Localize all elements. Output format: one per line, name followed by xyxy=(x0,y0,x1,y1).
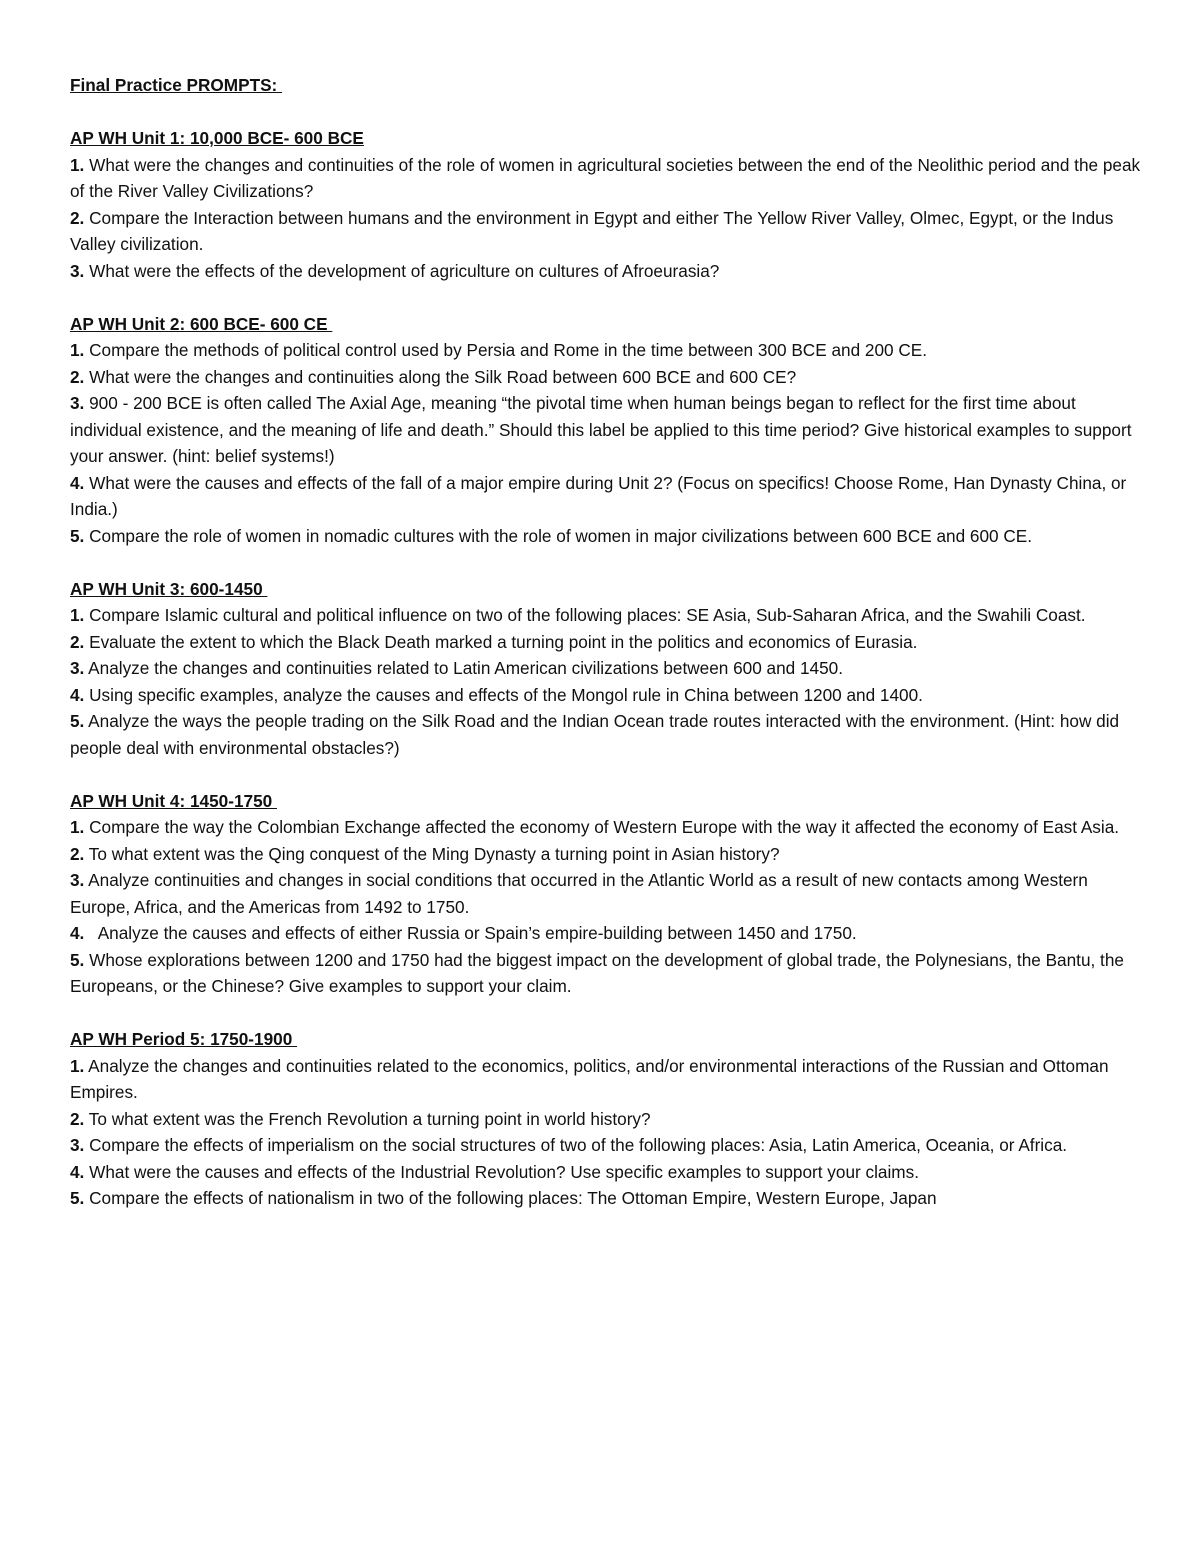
prompt-item xyxy=(70,523,1150,550)
prompt-text: What were the effects of the development of agriculture on cultures of Afroeurasia? xyxy=(84,260,720,281)
prompt-text: Analyze the changes and continuities related to the economics, politics, and/or environmental interactions of the Russian and Ottoman Empires. xyxy=(70,1055,1109,1102)
prompt-item xyxy=(70,1185,1150,1212)
document-title: Final Practice PROMPTS: xyxy=(70,75,283,95)
prompt-item xyxy=(70,841,1150,868)
prompt-text: To what extent was the Qing conquest of the Ming Dynasty a turning point in Asian history? xyxy=(84,843,780,864)
prompt-number: 1. xyxy=(70,605,85,625)
prompt-item xyxy=(70,1132,1150,1159)
prompt-number: 2. xyxy=(70,366,85,387)
prompt-number: 2. xyxy=(70,631,85,652)
section-unit-3 xyxy=(70,576,1150,762)
prompt-item xyxy=(70,867,1150,920)
section-unit-4 xyxy=(70,788,1150,1000)
prompt-number: 2. xyxy=(70,207,85,228)
document-page xyxy=(70,72,1150,1238)
prompt-text: What were the causes and effects of the Industrial Revolution? Use specific examples to support your claims. xyxy=(84,1161,919,1182)
prompt-text: Compare the role of women in nomadic cultures with the role of women in major civilizations between 600 BCE and 600 CE. xyxy=(84,525,1033,546)
prompt-item xyxy=(70,920,1150,947)
section-heading: AP WH Unit 3: 600-1450 xyxy=(70,578,268,599)
prompt-item xyxy=(70,629,1150,656)
prompt-text: Analyze the causes and effects of either Russia or Spain’s empire-building between 1450 and 1750. xyxy=(84,923,857,943)
prompt-item xyxy=(70,814,1150,841)
prompt-text: Using specific examples, analyze the causes and effects of the Mongol rule in China between 1200 and 1400. xyxy=(84,684,923,705)
prompt-text: What were the changes and continuities of the role of women in agricultural societies between the end of the Neolithic period and the peak of the River Valley Civilizations? xyxy=(70,154,1141,201)
prompt-text: Compare the effects of nationalism in two of the following places: The Ottoman Empire, Western Europe, Japan xyxy=(84,1188,937,1208)
prompt-number: 3. xyxy=(70,393,85,413)
prompt-number: 5. xyxy=(70,949,85,970)
prompt-number: 1. xyxy=(70,154,85,175)
prompt-text: Compare Islamic cultural and political influence on two of the following places: SE Asia, Sub-Saharan Africa, and the Swahili Coast. xyxy=(84,605,1086,625)
prompt-item xyxy=(70,152,1150,205)
prompt-item xyxy=(70,364,1150,391)
section-heading: AP WH Unit 4: 1450-1750 xyxy=(70,790,277,811)
prompt-number: 5. xyxy=(70,525,85,546)
prompt-text: Analyze the ways the people trading on the Silk Road and the Indian Ocean trade routes interacted with the environment. (Hint: how did people deal with environmental obstacles?) xyxy=(70,711,1120,758)
prompt-text: Evaluate the extent to which the Black Death marked a turning point in the politics and economics of Eurasia. xyxy=(84,631,918,652)
prompt-number: 1. xyxy=(70,340,85,360)
section-heading: AP WH Unit 1: 10,000 BCE- 600 BCE xyxy=(70,128,364,148)
prompt-number: 4. xyxy=(70,923,85,943)
prompt-item xyxy=(70,1159,1150,1186)
prompt-number: 1. xyxy=(70,817,85,837)
prompt-text: Analyze continuities and changes in social conditions that occurred in the Atlantic World as a result of new contacts among Western Europe, Africa, and the Americas from 1492 to 1750. xyxy=(70,870,1088,917)
section-period-5 xyxy=(70,1026,1150,1212)
prompt-text: Compare the methods of political control used by Persia and Rome in the time between 300 BCE and 200 CE. xyxy=(84,340,928,360)
prompt-number: 2. xyxy=(70,1108,85,1129)
prompt-number: 1. xyxy=(70,1055,85,1076)
prompt-item xyxy=(70,708,1150,761)
prompt-number: 3. xyxy=(70,658,85,678)
prompt-number: 5. xyxy=(70,711,85,731)
prompt-item xyxy=(70,602,1150,629)
section-unit-1 xyxy=(70,125,1150,284)
prompt-item xyxy=(70,205,1150,258)
prompt-number: 4. xyxy=(70,684,85,705)
prompt-text: Compare the effects of imperialism on the social structures of two of the following places: Asia, Latin America, Oceania, or Africa. xyxy=(84,1135,1068,1155)
section-heading: AP WH Unit 2: 600 BCE- 600 CE xyxy=(70,313,333,334)
prompt-item xyxy=(70,258,1150,285)
prompt-number: 3. xyxy=(70,870,85,890)
prompt-text: To what extent was the French Revolution a turning point in world history? xyxy=(84,1108,651,1129)
prompt-text: 900 - 200 BCE is often called The Axial Age, meaning “the pivotal time when human beings began to reflect for the first time about individual existence, and the meaning of life and death.” Should this label be applied to this time period? Give historical examples to support your answer. (hint: belief systems!) xyxy=(70,393,1132,466)
section-unit-2 xyxy=(70,311,1150,550)
prompt-item xyxy=(70,337,1150,364)
prompt-text: Compare the way the Colombian Exchange affected the economy of Western Europe with the way it affected the economy of East Asia. xyxy=(84,817,1120,837)
prompt-text: Analyze the changes and continuities related to Latin American civilizations between 600 and 1450. xyxy=(84,658,844,678)
prompt-text: Whose explorations between 1200 and 1750 had the biggest impact on the development of global trade, the Polynesians, the Bantu, the Europeans, or the Chinese? Give examples to support your claim. xyxy=(70,949,1124,996)
prompt-item xyxy=(70,655,1150,682)
prompt-item xyxy=(70,1053,1150,1106)
prompt-text: What were the changes and continuities along the Silk Road between 600 BCE and 600 CE? xyxy=(84,366,797,387)
prompt-item xyxy=(70,947,1150,1000)
prompt-number: 3. xyxy=(70,1135,85,1155)
prompt-text: What were the causes and effects of the fall of a major empire during Unit 2? (Focus on specifics! Choose Rome, Han Dynasty China, or India.) xyxy=(70,472,1127,519)
prompt-number: 4. xyxy=(70,472,85,493)
prompt-number: 3. xyxy=(70,260,85,281)
prompt-item xyxy=(70,1106,1150,1133)
section-heading: AP WH Period 5: 1750-1900 xyxy=(70,1029,298,1049)
prompt-item xyxy=(70,682,1150,709)
prompt-number: 2. xyxy=(70,843,85,864)
prompt-number: 5. xyxy=(70,1188,85,1208)
prompt-item xyxy=(70,390,1150,470)
prompt-number: 4. xyxy=(70,1161,85,1182)
prompt-item xyxy=(70,470,1150,523)
prompt-text: Compare the Interaction between humans and the environment in Egypt and either The Yellow River Valley, Olmec, Egypt, or the Indus Valley civilization. xyxy=(70,207,1114,254)
